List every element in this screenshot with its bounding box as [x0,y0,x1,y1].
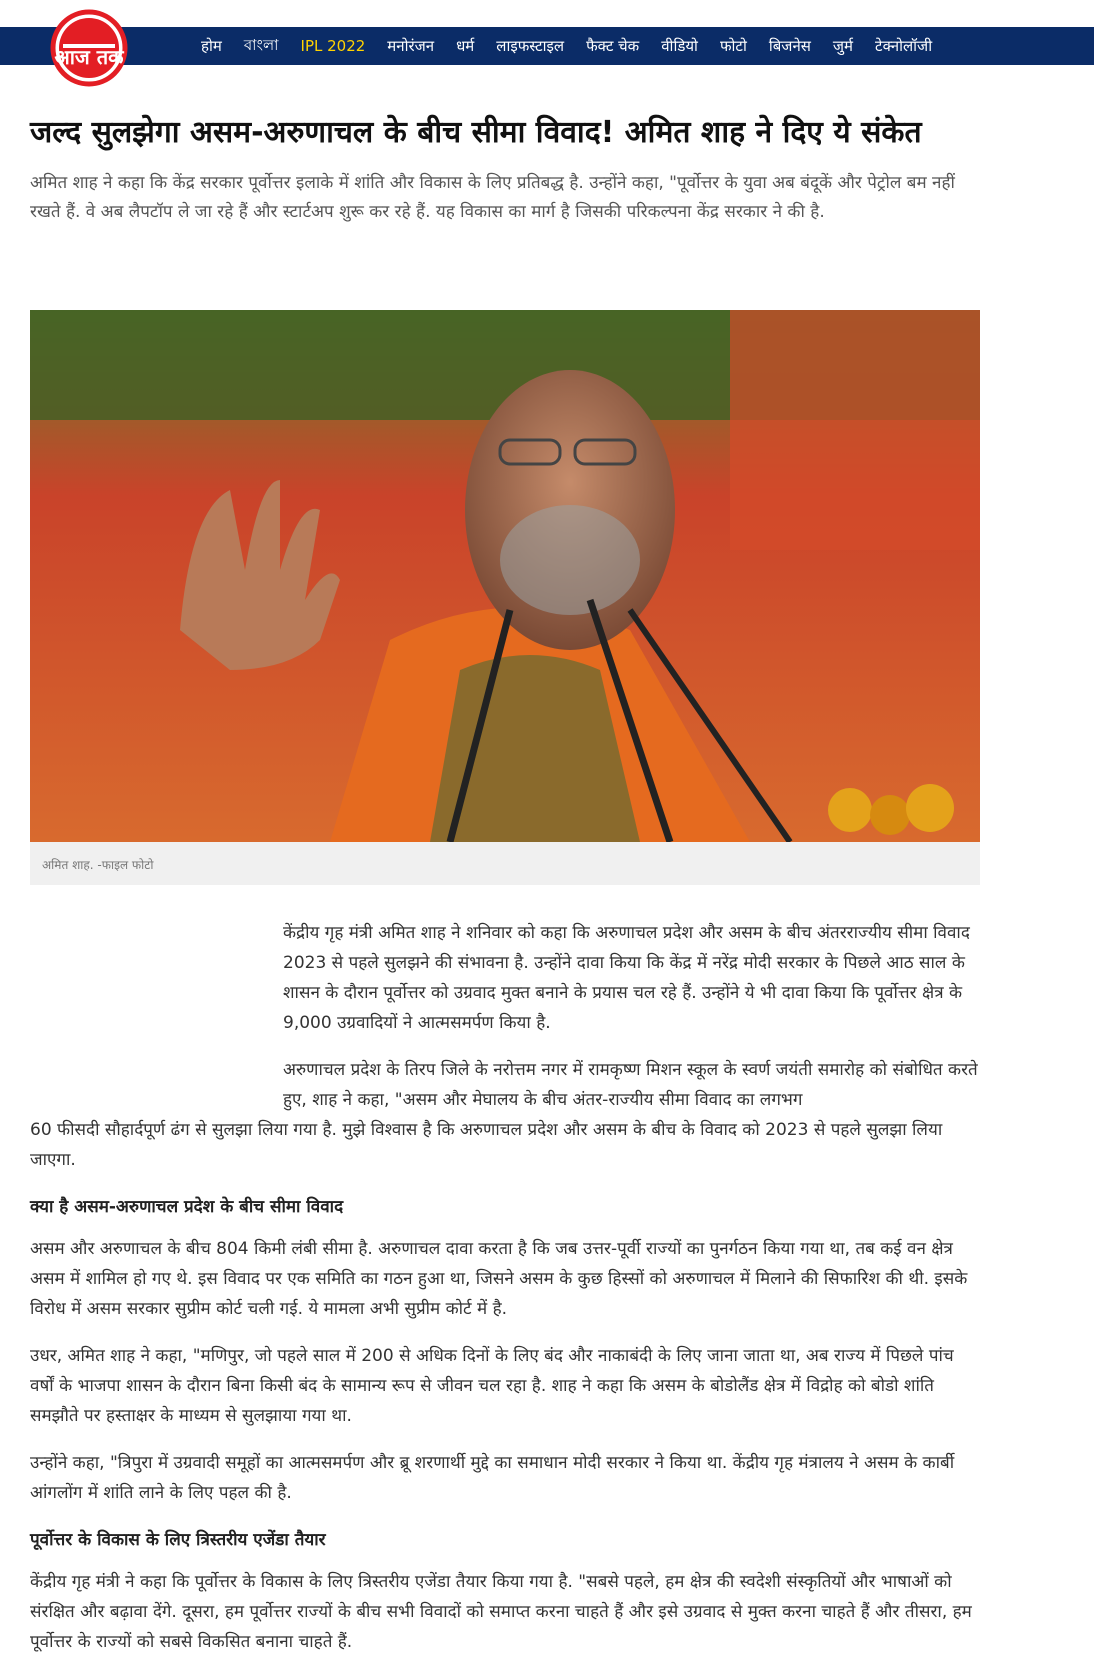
section-heading: क्या है असम-अरुणाचल प्रदेश के बीच सीमा विवाद [30,1197,344,1217]
body-paragraph: अरुणाचल प्रदेश के तिरप जिले के नरोत्तम नगर में रामकृष्ण मिशन स्कूल के स्वर्ण जयंती समारोह को संबोधित करते हुए, शाह ने कहा, "असम और मेघालय के बीच अंतर-राज्यीय सीमा विवाद का लगभग [283,1060,978,1110]
body-paragraph: 60 फीसदी सौहार्दपूर्ण ढंग से सुलझा लिया गया है. मुझे विश्वास है कि अरुणाचल प्रदेश और असम के बीच के विवाद को 2023 से पहले सुलझा लिया जाएगा. [30,1120,943,1170]
nav-crime[interactable]: जुर्म [832,37,854,55]
nav-home[interactable]: होम [201,37,222,55]
body-paragraph: उधर, अमित शाह ने कहा, "मणिपुर, जो पहले साल में 200 से अधिक दिनों के लिए बंद और नाकाबंदी के लिए जाना जाता था, अब राज्य में पिछले पांच वर्षों के भाजपा शासन के दौरान बिना किसी बंद के सामान्य रूप से जीवन चल रहा है. शाह ने कहा कि असम के बोडोलैंड क्षेत्र में विद्रोह को बोडो शांति समझौते पर हस्ताक्षर के माध्यम से सुलझाया गया था. [30,1346,954,1426]
body-paragraph: केंद्रीय गृह मंत्री ने कहा कि पूर्वोत्तर के विकास के लिए त्रिस्तरीय एजेंडा तैयार किया गया है. "सबसे पहले, हम क्षेत्र की स्वदेशी संस्कृतियों और भाषाओं को संरक्षित और बढ़ावा देंगे. दूसरा, हम पूर्वोत्तर राज्यों के बीच सभी विवादों को समाप्त करना चाहते हैं और इसे उग्रवाद से मुक्त करना चाहते हैं और तीसरा, हम पूर्वोत्तर के राज्यों को सबसे विकसित बनाना चाहते हैं. [30,1572,972,1652]
logo-text: आज तक [54,45,124,69]
article-body [30,918,980,1674]
nav-photo[interactable]: फोटो [719,37,747,55]
nav-video[interactable]: वीडियो [661,37,698,55]
image-caption-box [30,842,980,885]
image-caption: अमित शाह. -फाइल फोटो [42,858,154,872]
nav-fact-check[interactable]: फैक्ट चेक [586,37,640,55]
article-title: जल्द सुलझेगा असम-अरुणाचल के बीच सीमा विवाद! अमित शाह ने दिए ये संकेत [30,115,922,150]
nav-ipl-2022[interactable]: IPL 2022 [300,37,366,55]
nav-business[interactable]: बिजनेस [768,37,811,55]
nav-lifestyle[interactable]: लाइफस्टाइल [496,37,565,55]
article-hero-image[interactable] [30,310,980,842]
article-lead: अमित शाह ने कहा कि केंद्र सरकार पूर्वोत्तर इलाके में शांति और विकास के लिए प्रतिबद्ध है. उन्होंने कहा, "पूर्वोत्तर के युवा अब बंदूकें और पेट्रोल बम नहीं रखते हैं. वे अब लैपटॉप ले जा रहे हैं और स्टार्टअप शुरू कर रहे हैं. यह विकास का मार्ग है जिसकी परिकल्पना केंद्र सरकार ने की है. [30,173,955,222]
nav-bangla[interactable]: বাংলা [243,35,279,54]
nav-technology[interactable]: टेक्नोलॉजी [875,37,933,55]
section-heading: पूर्वोत्तर के विकास के लिए त्रिस्तरीय एजेंडा तैयार [30,1530,326,1550]
aajtak-logo[interactable] [35,6,143,88]
nav-religion[interactable]: धर्म [456,37,475,55]
article-header [30,110,980,227]
nav-entertainment[interactable]: मनोरंजन [387,37,435,55]
body-paragraph: केंद्रीय गृह मंत्री अमित शाह ने शनिवार को कहा कि अरुणाचल प्रदेश और असम के बीच अंतरराज्यीय सीमा विवाद 2023 से पहले सुलझने की संभावना है. उन्होंने दावा किया कि केंद्र में नरेंद्र मोदी सरकार के पिछले आठ साल के शासन के दौरान पूर्वोत्तर को उग्रवाद मुक्त बनाने के प्रयास चल रहे हैं. उन्होंने ये भी दावा किया कि पूर्वोत्तर क्षेत्र के 9,000 उग्रवादियों ने आत्मसमर्पण किया है. [283,923,970,1033]
body-paragraph: उन्होंने कहा, "त्रिपुरा में उग्रवादी समूहों का आत्मसमर्पण और ब्रू शरणार्थी मुद्दे का समाधान मोदी सरकार ने किया था. केंद्रीय गृह मंत्रालय ने असम के कार्बी आंगलोंग में शांति लाने के लिए पहल की है. [30,1453,955,1503]
main-nav [201,27,954,65]
body-paragraph: असम और अरुणाचल के बीच 804 किमी लंबी सीमा है. अरुणाचल दावा करता है कि जब उत्तर-पूर्वी राज्यों का पुनर्गठन किया गया था, तब कई वन क्षेत्र असम में शामिल हो गए थे. इस विवाद पर एक समिति का गठन हुआ था, जिसने असम के कुछ हिस्सों को अरुणाचल में मिलाने की सिफारिश की थी. इसके विरोध में असम सरकार सुप्रीम कोर्ट चली गई. ये मामला अभी सुप्रीम कोर्ट में है. [30,1239,968,1319]
